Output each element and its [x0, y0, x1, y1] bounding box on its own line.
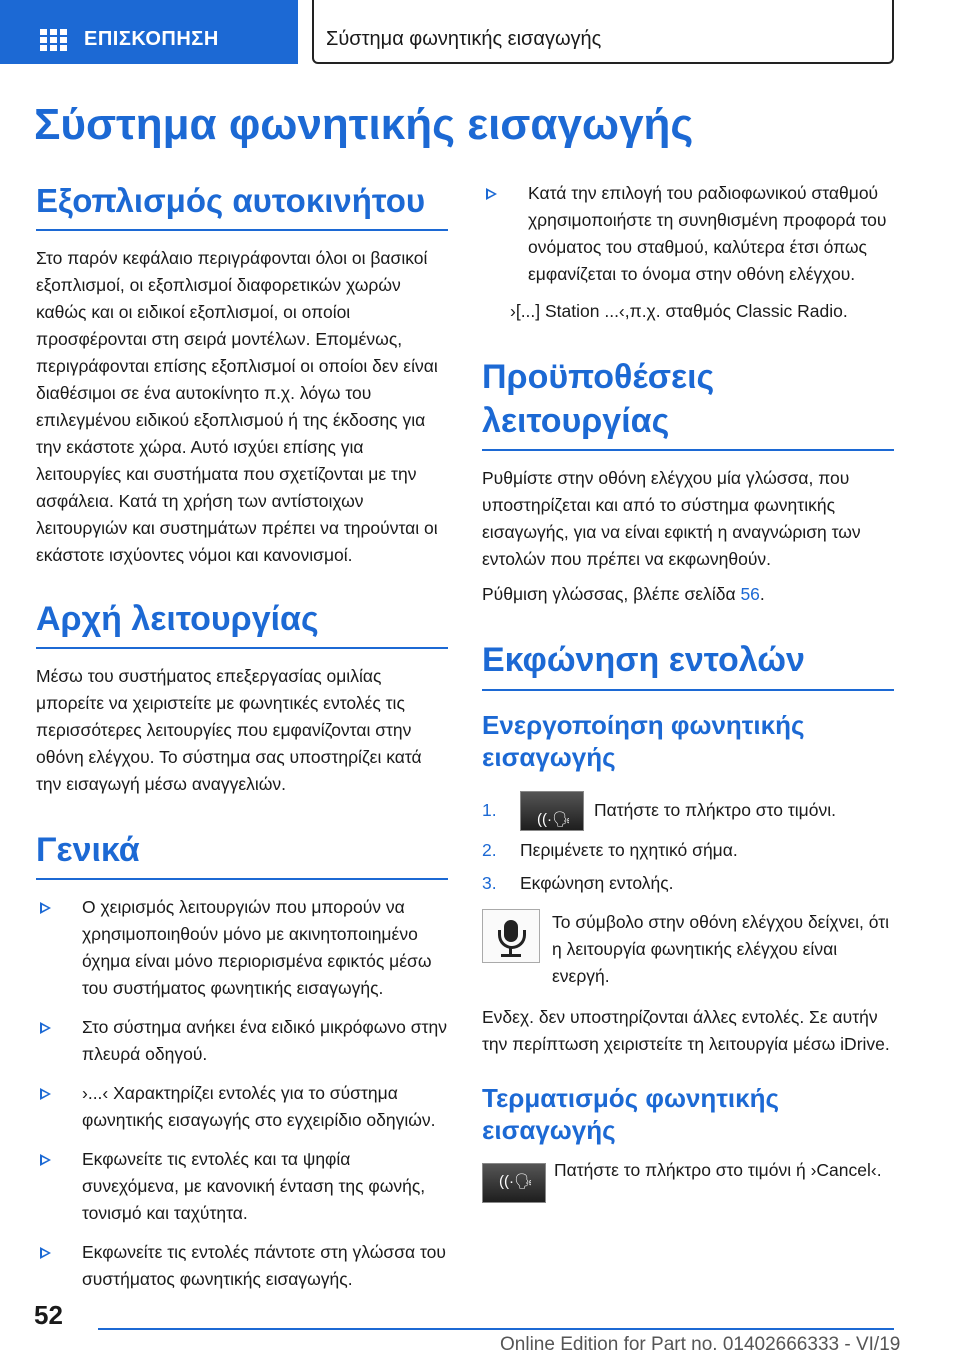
general-bullet-list [36, 894, 448, 1293]
radio-example-text: ›[...] Station ...‹,π.χ. σταθμός Classic Radio. [510, 301, 848, 321]
list-item [36, 1080, 448, 1134]
steps-list [482, 790, 894, 897]
subheading-terminate: Τερματισμός φωνητικής εισαγωγής [482, 1082, 780, 1146]
section-heading-equipment: Εξοπλισμός αυτοκινήτου [36, 180, 448, 231]
voice-button-image [520, 791, 584, 831]
section-heading-principle: Αρχή λειτουργίας [36, 597, 448, 649]
triangle-bullet-icon [40, 1022, 51, 1034]
list-item [482, 870, 894, 897]
commands-text: Ενδεχ. δεν υποστηρίζονται άλλες εντολές. Σε αυτήν την περίπτωση χειριστείτε τη λειτουργία μέσω iDrive. [482, 1006, 890, 1054]
step-number: 2. [482, 839, 497, 860]
voice-button-image [482, 1163, 546, 1203]
page-link-56[interactable]: 56 [740, 584, 760, 605]
step-text: Πατήστε το πλήκτρο στο τιμόνι. [594, 799, 836, 820]
breadcrumb-label: Σύστημα φωνητικής εισαγωγής [326, 28, 602, 50]
triangle-bullet-icon [40, 1088, 51, 1100]
bullet-text: Ο χειρισμός λειτουργιών που μπορούν να χρησιμοποιηθούν μόνο με ακινητοποιημένο όχημα είναι μόνο περιορισμένα εφικτός μέσω του συστήματος φωνητικής εισαγωγής. [82, 897, 432, 999]
terminate-text: Πατήστε το πλήκτρο στο τιμόνι ή ›Cancel‹. [554, 1159, 882, 1180]
left-column [36, 180, 448, 1293]
list-item [482, 837, 894, 864]
list-item [482, 180, 894, 288]
equipment-text: Στο παρόν κεφάλαιο περιγράφονται όλοι οι βασικοί εξοπλισμοί, οι εξοπλισμοί διαφορετικών χωρών καθώς και οι ειδικοί εξοπλισμοί, οι οποίοι προσφέρονται στη σειρά μοντέλων. Επομένως, περιγράφονται επίσης εξοπλισμοί οι οποίοι δεν είναι διαθέσιμοι σε ένα αυτοκίνητο π.χ. λόγω του επιλεγμένου ειδικού εξοπλισμού ή της έκδοσης για την εκάστοτε χώρα. Αυτό ισχύει επίσης για λειτουργίες και συστήματα που σχετίζονται με την ασφάλεια. Κατά τη χρήση των αντίστοιχων λειτουργιών και συστημάτων πρέπει να τηρούνται οι εκάστοτε ισχύοντες νόμοι και κανονισμοί. [36, 247, 438, 565]
language-reference [482, 581, 894, 608]
overview-tab-label: ΕΠΙΣΚΟΠΗΣΗ [84, 28, 219, 50]
voice-command-icon: ((·🗣 [537, 810, 572, 828]
terminate-instruction [482, 1157, 894, 1207]
microphone-icon [482, 909, 540, 963]
section-heading-prerequisites: Προϋποθέσεις λειτουργίας [482, 355, 894, 451]
footer-divider [98, 1328, 894, 1330]
list-item [36, 1014, 448, 1068]
step-text: Περιμένετε το ηχητικό σήμα. [520, 839, 738, 860]
list-item [36, 894, 448, 1002]
step-text: Εκφώνηση εντολής. [520, 872, 674, 893]
bullet-text: Κατά την επιλογή του ραδιοφωνικού σταθμού χρησιμοποιήστε τη συνηθισμένη προφορά του ονόματος του σταθμού, καλύτερα έτσι όπως εμφανίζεται το όνομα στην οθόνη ελέγχου. [528, 183, 887, 284]
page-title: Σύστημα φωνητικής εισαγωγής [34, 100, 694, 149]
step-number: 3. [482, 872, 497, 893]
overview-tab[interactable] [0, 0, 298, 64]
reference-suffix: . [759, 584, 765, 605]
triangle-bullet-icon [40, 1247, 51, 1259]
section-heading-commands: Εκφώνηση εντολών [482, 638, 894, 690]
reference-prefix: Ρύθμιση γλώσσας, βλέπε σελίδα [482, 584, 741, 605]
section-heading-general: Γενικά [36, 828, 448, 880]
bullet-text: Στο σύστημα ανήκει ένα ειδικό μικρόφωνο στην πλευρά οδηγού. [82, 1017, 447, 1065]
principle-text: Μέσω του συστήματος επεξεργασίας ομιλίας μπορείτε να χειριστείτε με φωνητικές εντολές τις περισσότερες λειτουργίες που εμφανίζονται στην οθόνη ελέγχου. Το σύστημα σας υποστηρίζει κατά την εισαγωγή μέσω αναγγελιών. [36, 666, 422, 795]
subheading-activate: Ενεργοποίηση φωνητικής εισαγωγής [482, 709, 805, 773]
step-number: 1. [482, 799, 497, 820]
list-item [482, 790, 894, 831]
triangle-bullet-icon [486, 188, 497, 200]
microphone-note [482, 909, 894, 990]
bullet-text: Εκφωνείτε τις εντολές και τα ψηφία συνεχόμενα, με κανονική ένταση της φωνής, τονισμό και ταχύτητα. [82, 1149, 426, 1224]
page-number: 52 [34, 1300, 63, 1330]
list-item [36, 1239, 448, 1293]
voice-command-icon: ((·🗣 [499, 1172, 534, 1190]
prerequisites-text: Ρυθμίστε στην οθόνη ελέγχου μία γλώσσα, που υποστηρίζεται και από το σύστημα φωνητικής εισαγωγής, για να είναι εφικτή η αναγνώριση των εντολών που πρέπει να εκφωνηθούν. [482, 468, 861, 570]
grid-menu-icon [40, 29, 68, 51]
triangle-bullet-icon [40, 902, 51, 914]
edition-footer: Online Edition for Part no. 01402666333 - VI/19 [500, 1334, 901, 1355]
triangle-bullet-icon [40, 1154, 51, 1166]
bullet-text: Εκφωνείτε τις εντολές πάντοτε στη γλώσσα του συστήματος φωνητικής εισαγωγής. [82, 1242, 446, 1290]
bullet-text: ›...‹ Χαρακτηρίζει εντολές για το σύστημα φωνητικής εισαγωγής στο εγχειρίδιο οδηγιών. [82, 1083, 436, 1131]
right-column [482, 180, 894, 1207]
breadcrumb[interactable] [312, 0, 894, 64]
list-item [36, 1146, 448, 1227]
microphone-note-text: Το σύμβολο στην οθόνη ελέγχου δείχνει, ότι η λειτουργία φωνητικής ελέγχου είναι ενεργή. [552, 911, 890, 986]
